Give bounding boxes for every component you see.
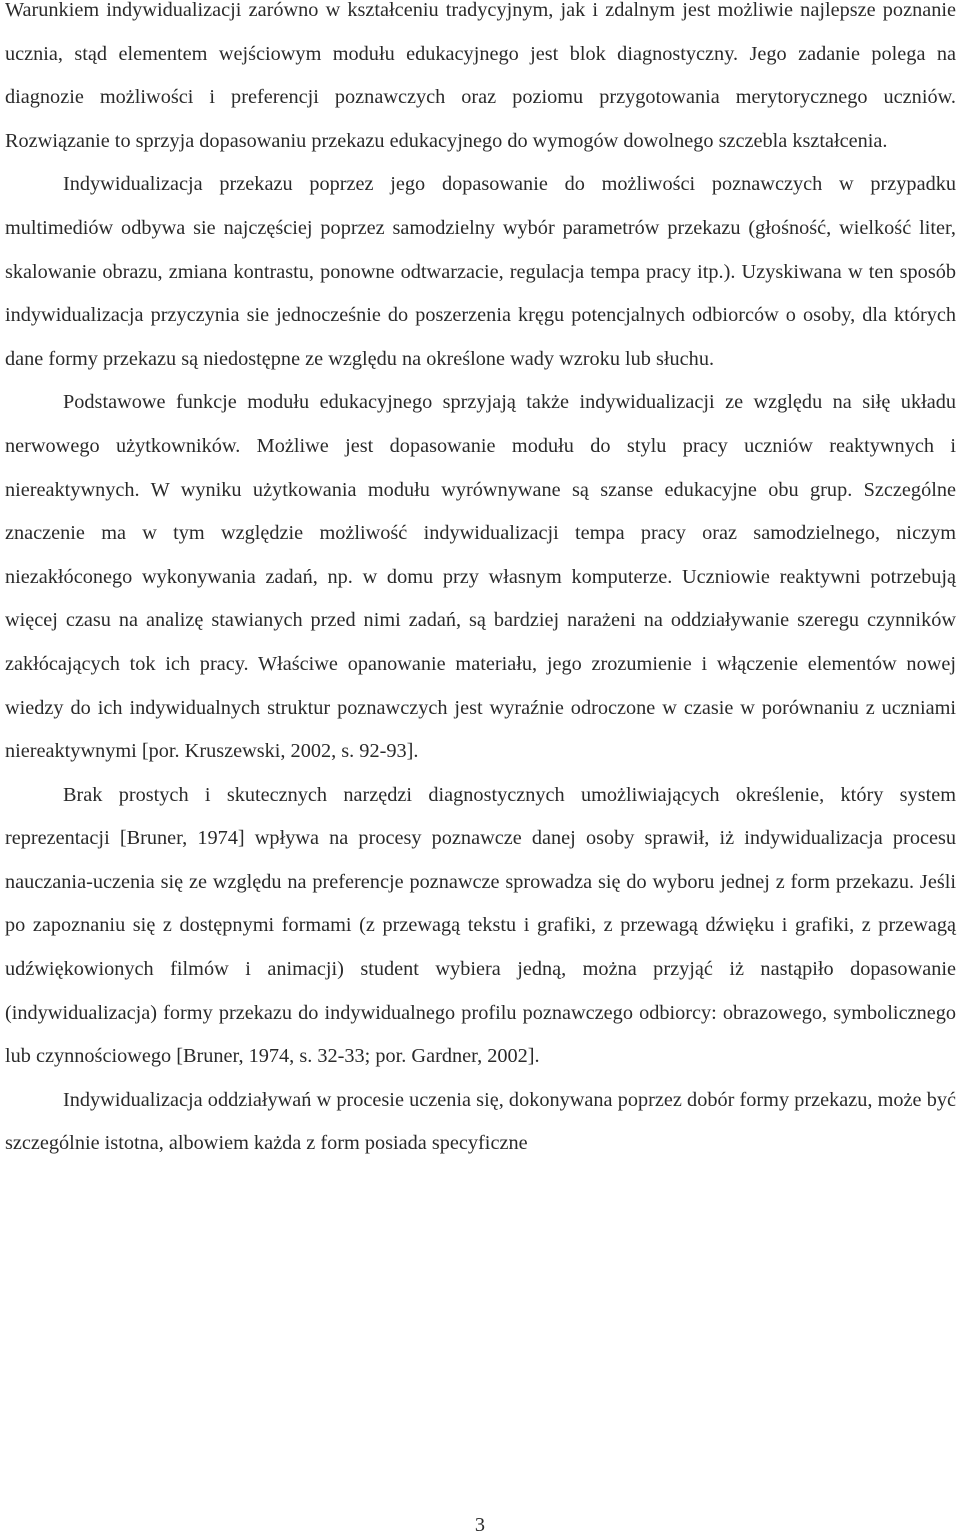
paragraph-form-selection: Indywidualizacja oddziaływań w procesie uczenia się, dokonywana poprzez dobór formy przekazu, może być szczególnie istotna, albowiem każda z form posiada specyficzne: [5, 1088, 956, 1155]
paragraph-diagnostic-block: Warunkiem indywidualizacji zarówno w kształceniu tradycyjnym, jak i zdalnym jest możliwie najlepsze poznanie ucznia, stąd elementem wejściowym modułu edukacyjnego jest blok diagnostyczny. Jego zadanie polega na diagnozie możliwości i preferencji poznawczych oraz poziomu przygotowania merytorycznego uczniów. Rozwiązanie to sprzyja dopasowaniu przekazu edukacyjnego do wymogów dowolnego szczebla kształcenia.: [5, 0, 956, 152]
paragraph-multimedia-individualization: Indywidualizacja przekazu poprzez jego dopasowanie do możliwości poznawczych w przypadku multimediów odbywa sie najczęściej poprzez samodzielny wybór parametrów przekazu (głośność, wielkość liter, skalowanie obrazu, zmiana kontrastu, ponowne odtwarzacie, regulacja tempa pracy itp.). Uzyskiwana w ten sposób indywidualizacja przyczynia sie jednocześnie do poszerzenia kręgu potencjalnych odbiorców o osoby, dla których dane formy przekazu są niedostępne ze względu na określone wady wzroku lub słuchu.: [5, 173, 956, 370]
paragraph-diagnostic-tools: Brak prostych i skutecznych narzędzi diagnostycznych umożliwiających określenie, który system reprezentacji [Bruner, 1974] wpływa na procesy poznawcze danej osoby sprawił, iż indywidualizacja procesu nauczania-uczenia się ze względu na preferencje poznawcze sprowadza się do wyboru jednej z form przekazu. Jeśli po zapoznaniu się z dostępnymi formami (z przewagą tekstu i grafiki, z przewagą dźwięku i grafiki, z przewagą udźwiękowionych filmów i animacji) student wybiera jedną, można przyjąć iż nastąpiło dopasowanie (indywidualizacja) formy przekazu do indywidualnego profilu poznawczego odbiorcy: obrazowego, symbolicznego lub czynnościowego [Bruner, 1974, s. 32-33; por. Gardner, 2002].: [5, 783, 956, 1068]
document-page: [5, 0, 956, 1166]
page-number: 3: [474, 1514, 486, 1536]
paragraph-basic-functions: Podstawowe funkcje modułu edukacyjnego sprzyjają także indywidualizacji ze względu na siłę układu nerwowego użytkowników. Możliwe jest dopasowanie modułu do stylu pracy uczniów reaktywnych i niereaktywnych. W wyniku użytkowania modułu wyrównywane są szanse edukacyjne obu grup. Szczególne znaczenie ma w tym względzie możliwość indywidualizacji tempa pracy oraz samodzielnego, niczym niezakłóconego wykonywania zadań, np. w domu przy własnym komputerze. Uczniowie reaktywni potrzebują więcej czasu na analizę stawianych przed nimi zadań, są bardziej narażeni na oddziaływanie szeregu czynników zakłócających tok ich pracy. Właściwe opanowanie materiału, jego zrozumienie i włączenie elementów nowej wiedzy do ich indywidualnych struktur poznawczych jest wyraźnie odroczone w czasie w porównaniu z uczniami niereaktywnymi [por. Kruszewski, 2002, s. 92-93].: [5, 391, 956, 763]
